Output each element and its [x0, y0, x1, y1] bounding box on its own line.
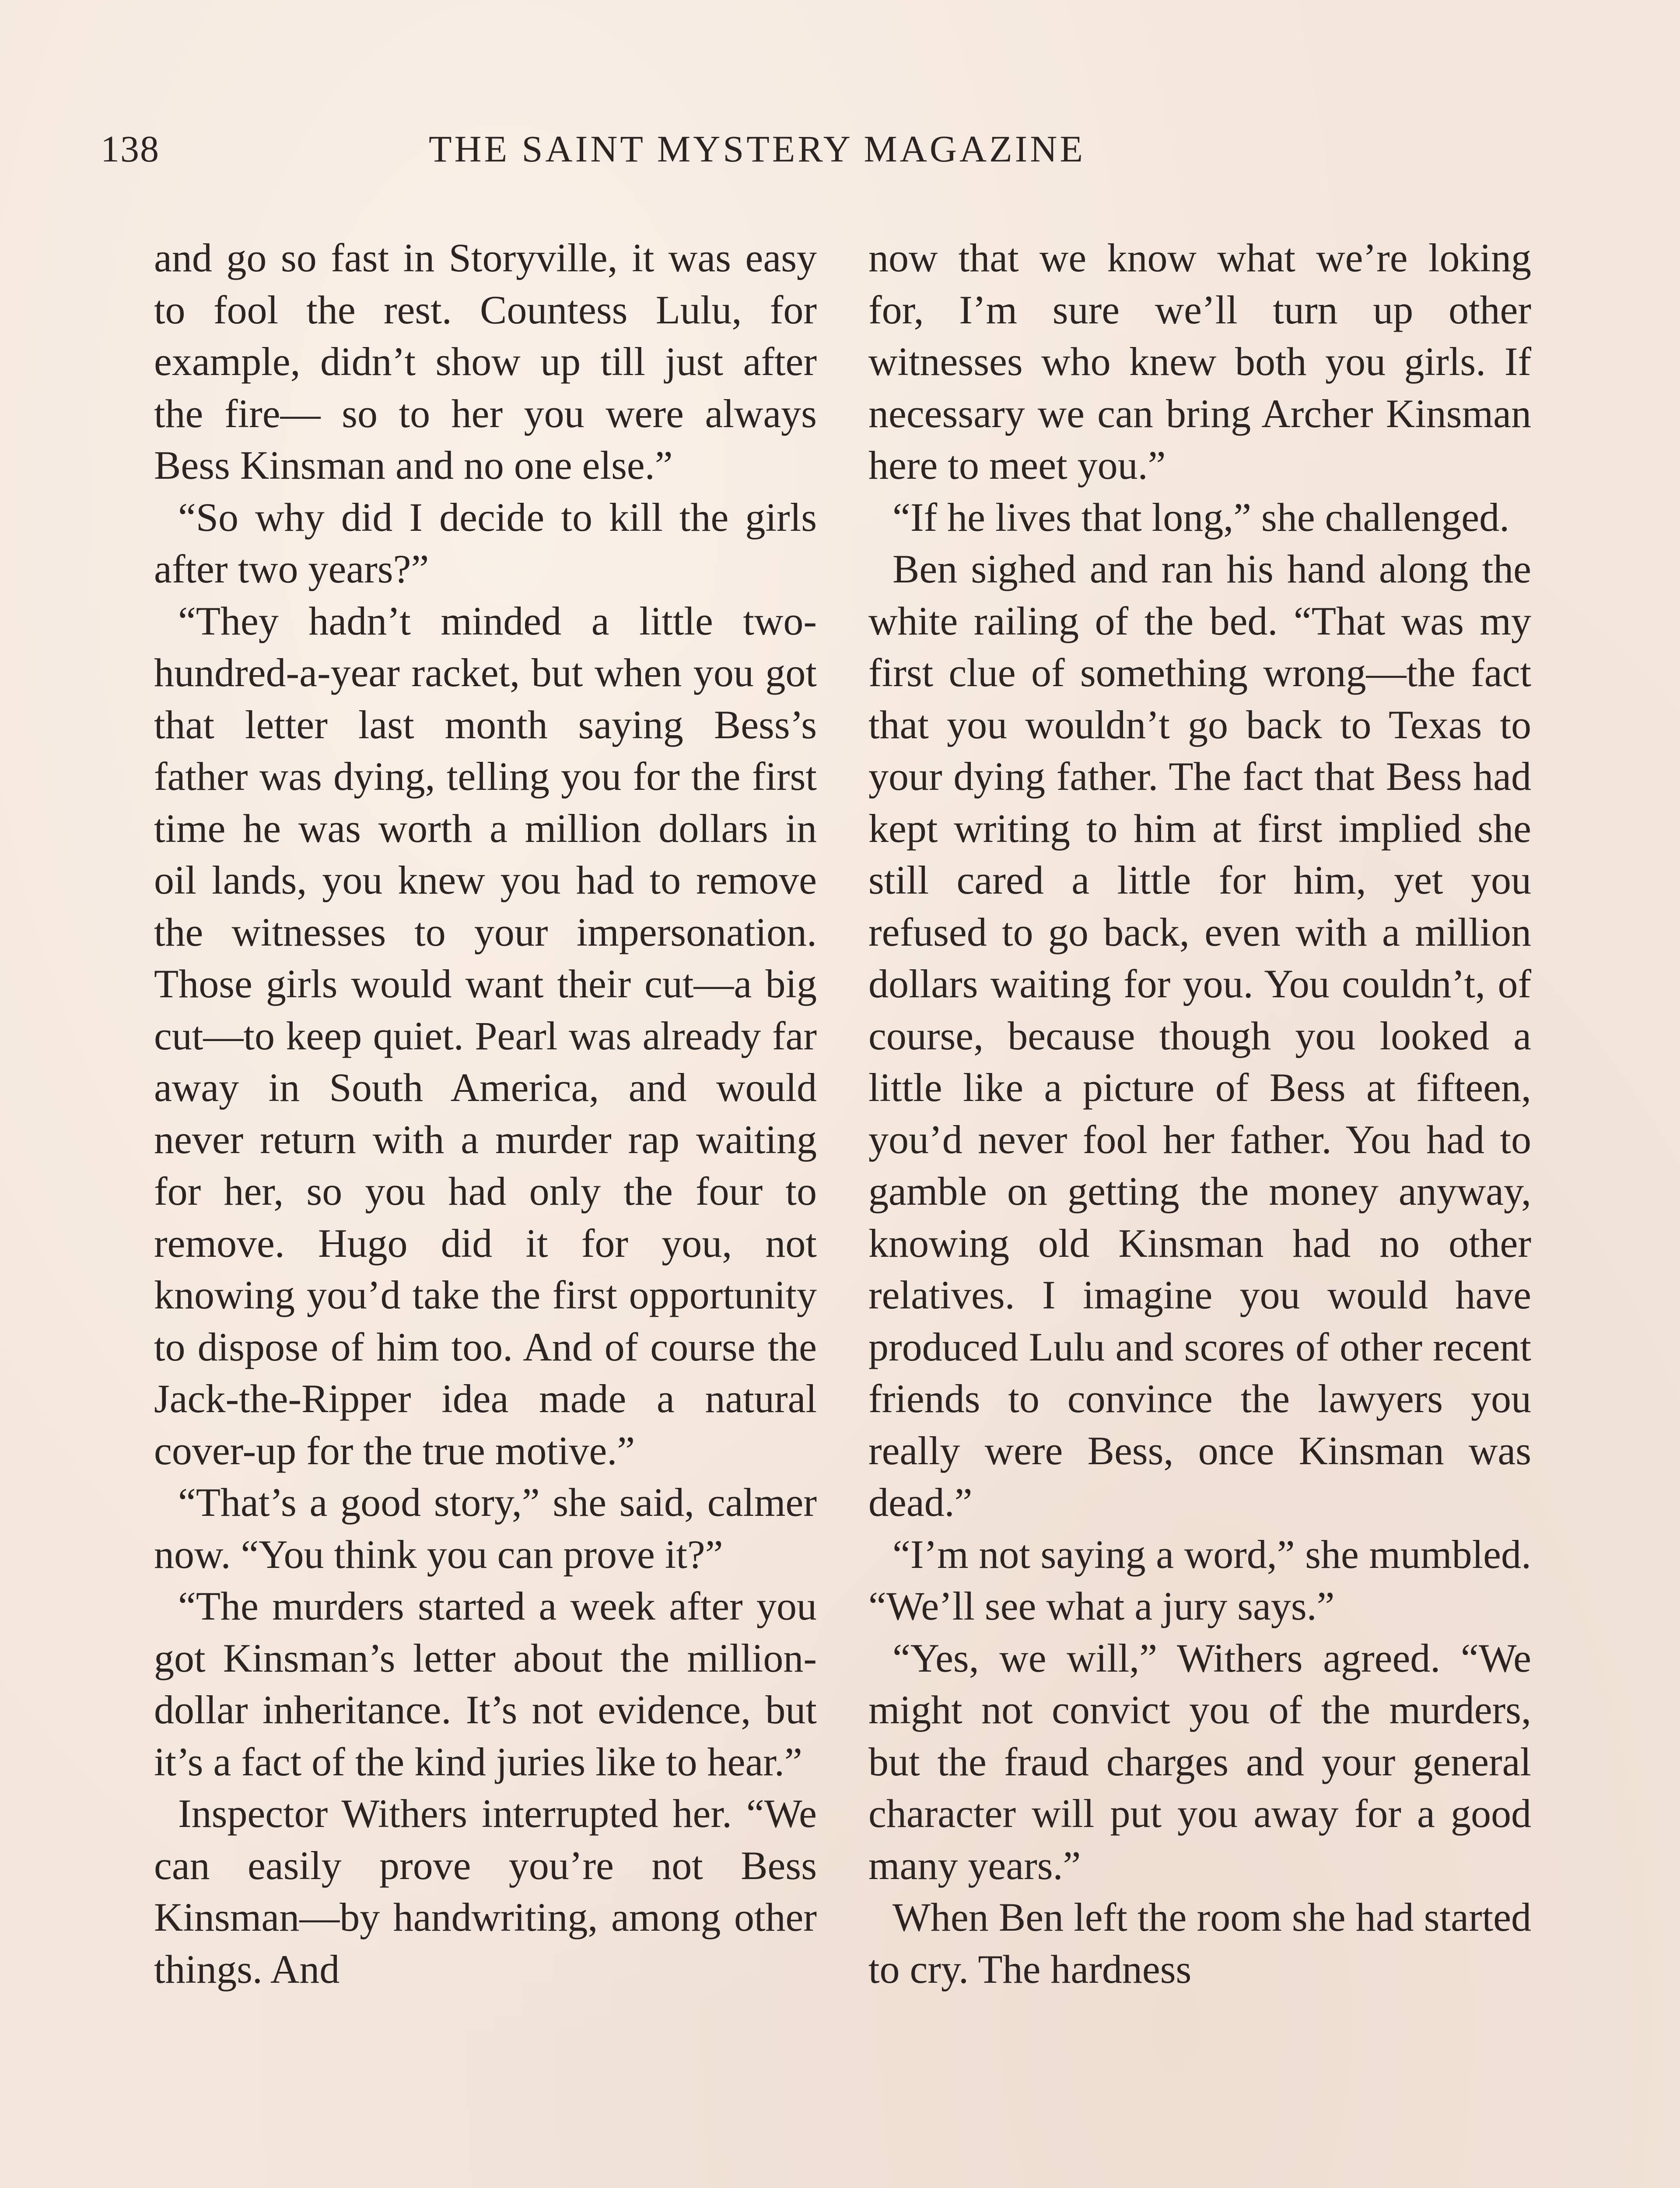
paragraph: “That’s a good story,” she said, calmer now. “You think you can prove it?”	[154, 1480, 817, 1577]
paragraph: and go so fast in Storyville, it was easy to fool the rest. Countess Lulu, for example, didn’t show up till just after the fire— so to her you were always Bess Kinsman and no one else.”	[154, 235, 817, 487]
paragraph: “So why did I decide to kill the girls after two years?”	[154, 494, 817, 591]
paragraph: “If he lives that long,” she challenged.	[892, 494, 1510, 540]
page-number: 138	[101, 128, 160, 170]
page-header	[101, 127, 1588, 179]
paragraph: “I’m not saying a word,” she mumbled. “We’ll see what a jury says.”	[868, 1532, 1531, 1628]
paragraph: “They hadn’t minded a little two-hundred-a-year racket, but when you got that letter last month saying Bess’s father was dying, telling you for the first time he was worth a million dollars in oil lands, you knew you had to remove the witnesses to your impersonation. Those girls would want their cut—a big cut—to keep quiet. Pearl was already far away in South America, and would never return with a murder rap waiting for her, so you had only the four to remove. Hugo did it for you, not knowing you’d take the first opportunity to dispose of him too. And of course the Jack-the-Ripper idea made a natural cover-up for the true motive.”	[154, 598, 817, 1473]
paragraph: When Ben left the room she had started to cry. The hardness	[868, 1895, 1531, 1992]
paragraph: Inspector Withers interrupted her. “We can easily prove you’re not Bess Kinsman—by handwriting, among other things. And	[154, 1791, 817, 1992]
paragraph: “The murders started a week after you got Kinsman’s letter about the million-dollar inheritance. It’s not evidence, but it’s a fact of the kind juries like to hear.”	[154, 1584, 817, 1784]
paragraph: “Yes, we will,” Withers agreed. “We might not convict you of the murders, but the fraud charges and your general character will put you away for a good many years.”	[868, 1635, 1531, 1888]
running-head: THE SAINT MYSTERY MAGAZINE	[429, 128, 1085, 170]
paragraph: Ben sighed and ran his hand along the white railing of the bed. “That was my first clue of something wrong—the fact that you wouldn’t go back to Texas to your dying father. The fact that Bess had kept writing to him at first implied she still cared a little for him, yet you refused to go back, even with a million dollars waiting for you. You couldn’t, of course, because though you looked a little like a picture of Bess at fifteen, you’d never fool her father. You had to gamble on getting the money anyway, knowing old Kinsman had no other relatives. I imagine you would have produced Lulu and scores of other recent friends to convince the lawyers you really were Bess, once Kinsman was dead.”	[868, 547, 1531, 1525]
right-column	[868, 232, 1531, 1995]
left-column	[154, 232, 817, 1995]
paragraph: now that we know what we’re loking for, I’m sure we’ll turn up other witnesses who knew both you girls. If necessary we can bring Archer Kinsman here to meet you.”	[868, 235, 1531, 487]
